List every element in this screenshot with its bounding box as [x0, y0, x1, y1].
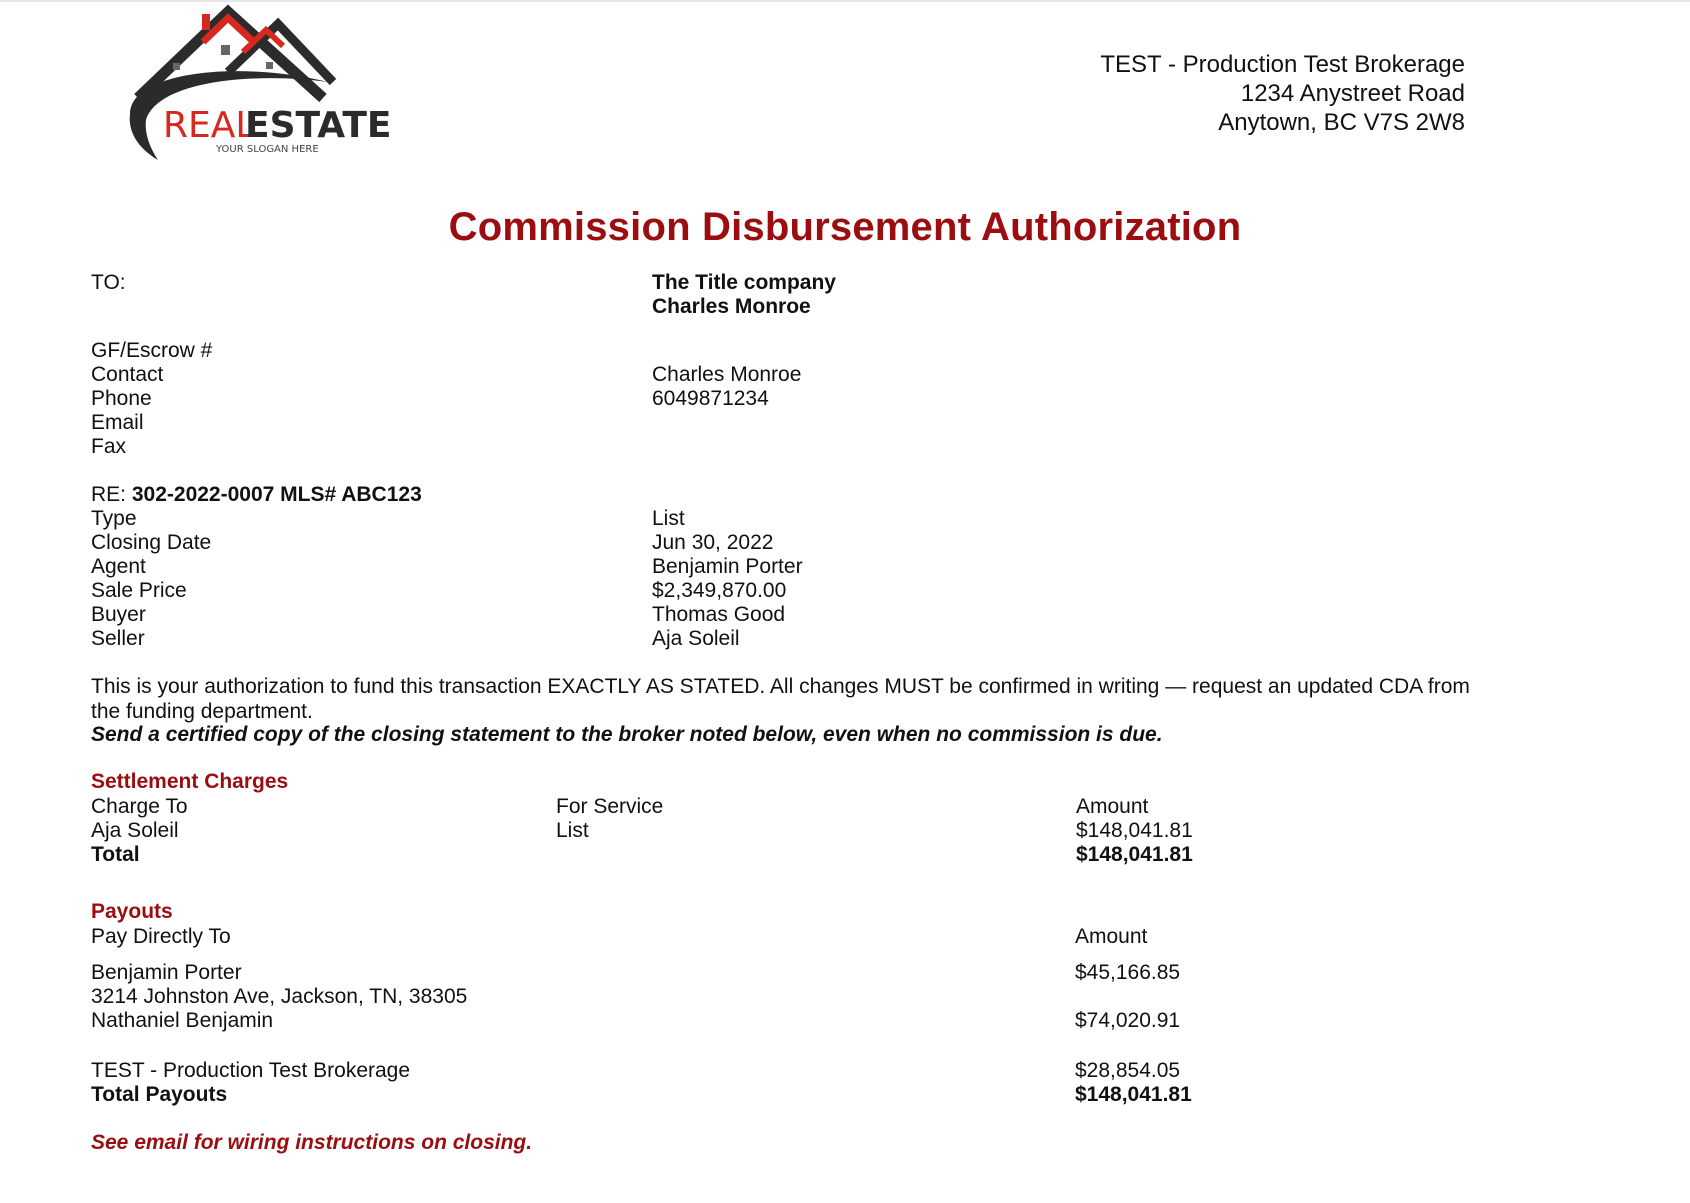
- settlement-heading: Settlement Charges: [91, 770, 289, 793]
- document-title: Commission Disbursement Authorization: [448, 205, 1242, 249]
- logo-slogan: YOUR SLOGAN HERE: [216, 144, 319, 155]
- closing-date-label: Closing Date: [91, 531, 212, 554]
- agent-label: Agent: [91, 555, 146, 578]
- settlement-col-service: For Service: [556, 795, 664, 818]
- re-line: [91, 482, 422, 507]
- settlement-total-amount: $148,041.81: [1076, 843, 1193, 866]
- seller-value: Aja Soleil: [652, 627, 740, 650]
- email-label: Email: [91, 411, 144, 434]
- settlement-row-service: List: [556, 819, 589, 842]
- sale-price-value: $2,349,870.00: [652, 579, 787, 602]
- payouts-col-amount: Amount: [1075, 925, 1148, 948]
- fax-label: Fax: [91, 435, 127, 458]
- seller-label: Seller: [91, 627, 145, 650]
- settlement-total-label: Total: [91, 843, 140, 866]
- real-estate-logo: [118, 2, 418, 172]
- payout-address: 3214 Johnston Ave, Jackson, TN, 38305: [91, 985, 468, 1008]
- payout-name: Benjamin Porter: [91, 961, 242, 984]
- wiring-instructions-note: See email for wiring instructions on closing.: [91, 1131, 533, 1154]
- payout-amount: $45,166.85: [1075, 961, 1181, 984]
- closing-date-value: Jun 30, 2022: [652, 531, 774, 554]
- payout-name: TEST - Production Test Brokerage: [91, 1059, 411, 1082]
- contact-value: Charles Monroe: [652, 363, 802, 386]
- to-label: TO:: [91, 271, 126, 294]
- authorization-text: This is your authorization to fund this transaction EXACTLY AS STATED. All changes MUST be confirmed in writing — request an updated CDA from the funding department.: [91, 675, 1470, 723]
- brokerage-address: [1100, 50, 1465, 137]
- to-company: The Title company: [652, 271, 836, 294]
- settlement-col-charge-to: Charge To: [91, 795, 188, 818]
- payouts-col-pay-to: Pay Directly To: [91, 925, 231, 948]
- contact-label: Contact: [91, 363, 164, 386]
- payout-amount: $74,020.91: [1075, 1009, 1181, 1032]
- phone-label: Phone: [91, 387, 152, 410]
- payouts-total-label: Total Payouts: [91, 1083, 228, 1106]
- sale-price-label: Sale Price: [91, 579, 187, 602]
- address-line-1: TEST - Production Test Brokerage: [1100, 51, 1465, 78]
- payout-amount: $28,854.05: [1075, 1059, 1181, 1082]
- phone-value: 6049871234: [652, 387, 769, 410]
- settlement-row-amount: $148,041.81: [1076, 819, 1193, 842]
- logo-word-real: REAL: [163, 105, 256, 146]
- escrow-label: GF/Escrow #: [91, 339, 213, 362]
- payout-name: Nathaniel Benjamin: [91, 1009, 274, 1032]
- type-value: List: [652, 507, 685, 530]
- buyer-value: Thomas Good: [652, 603, 786, 626]
- address-line-2: 1234 Anystreet Road: [1240, 80, 1465, 107]
- buyer-label: Buyer: [91, 603, 146, 626]
- address-line-3: Anytown, BC V7S 2W8: [1218, 109, 1465, 136]
- re-prefix: RE:: [91, 483, 127, 506]
- settlement-col-amount: Amount: [1076, 795, 1149, 818]
- to-person: Charles Monroe: [652, 295, 811, 318]
- re-reference: 302-2022-0007 MLS# ABC123: [131, 483, 422, 506]
- authorization-note: Send a certified copy of the closing statement to the broker noted below, even when no commission is due.: [91, 723, 1163, 746]
- type-label: Type: [91, 507, 137, 530]
- payouts-heading: Payouts: [91, 900, 173, 923]
- agent-value: Benjamin Porter: [652, 555, 803, 578]
- payouts-total-amount: $148,041.81: [1075, 1083, 1192, 1106]
- logo-word-estate: ESTATE: [245, 105, 392, 146]
- settlement-row-charge-to: Aja Soleil: [91, 819, 179, 842]
- house-roof-icon: [118, 2, 418, 172]
